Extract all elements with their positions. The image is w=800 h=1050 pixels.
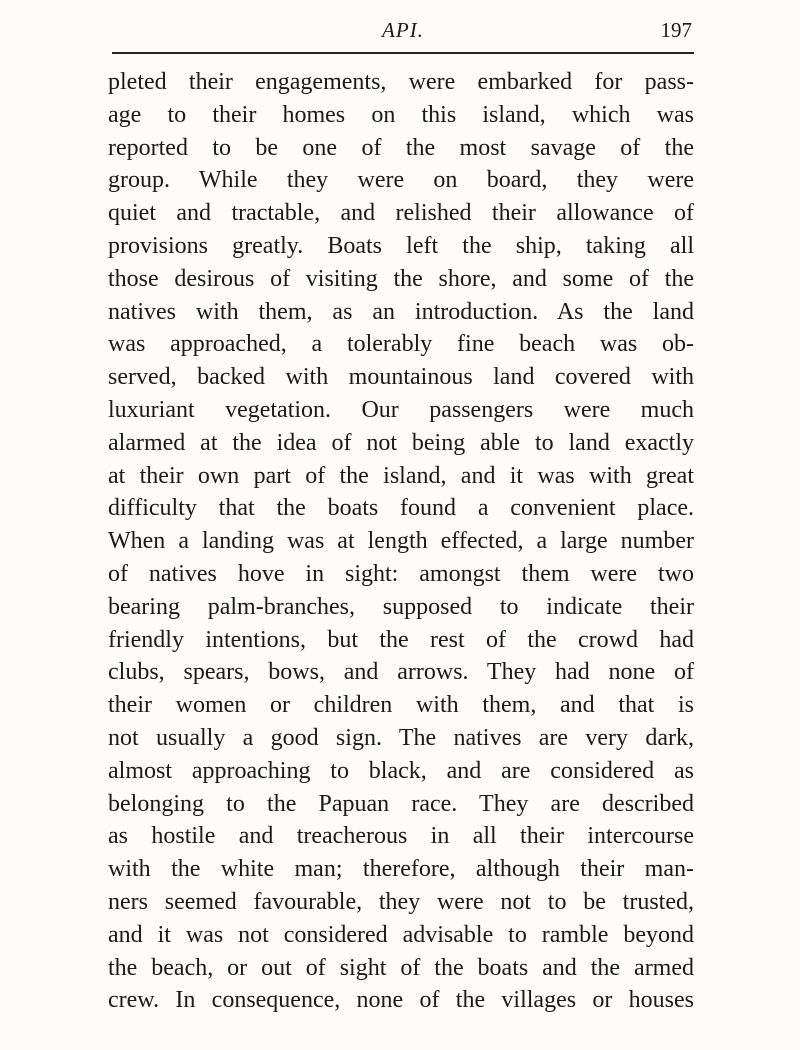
text-line: the beach, or out of sight of the boats and the armed (108, 954, 694, 981)
text-line: those desirous of visiting the shore, and some of the (108, 265, 694, 292)
text-line: difficulty that the boats found a convenient place. (108, 495, 694, 522)
text-line: crew. In consequence, none of the villages or houses (108, 987, 694, 1014)
text-line: quiet and tractable, and relished their allowance of (108, 200, 694, 227)
text-line: age to their homes on this island, which was (108, 101, 694, 128)
text-line: bearing palm-branches, supposed to indicate their (108, 593, 694, 620)
text-line: belonging to the Papuan race. They are described (108, 790, 694, 817)
text-line: at their own part of the island, and it was with great (108, 462, 694, 489)
text-line: provisions greatly. Boats left the ship, taking all (108, 232, 694, 259)
text-line: and it was not considered advisable to ramble beyond (108, 921, 694, 948)
text-line: clubs, spears, bows, and arrows. They had none of (108, 659, 694, 686)
text-line: ners seemed favourable, they were not to be trusted, (108, 888, 694, 915)
text-line: reported to be one of the most savage of the (108, 134, 694, 161)
text-line: not usually a good sign. The natives are very dark, (108, 724, 694, 751)
text-line: as hostile and treacherous in all their intercourse (108, 823, 694, 850)
running-head: API. (382, 18, 424, 42)
text-line: When a landing was at length effected, a large number (108, 528, 694, 555)
text-line: their women or children with them, and that is (108, 692, 694, 719)
body-text (108, 66, 694, 1017)
text-line: was approached, a tolerably fine beach was ob- (108, 331, 694, 358)
text-line: group. While they were on board, they were (108, 167, 694, 194)
text-line: friendly intentions, but the rest of the crowd had (108, 626, 694, 653)
header-rule (112, 52, 694, 54)
text-line: pleted their engagements, were embarked for pass- (108, 69, 694, 95)
page-header (112, 18, 694, 48)
text-line: alarmed at the idea of not being able to land exactly (108, 429, 694, 456)
page-number: 197 (660, 18, 692, 42)
text-line: of natives hove in sight: amongst them were two (108, 560, 694, 587)
text-line: natives with them, as an introduction. As the land (108, 298, 694, 325)
text-line: served, backed with mountainous land covered with (108, 364, 694, 391)
text-line: almost approaching to black, and are considered as (108, 757, 694, 784)
text-line: with the white man; therefore, although their man- (108, 856, 694, 883)
text-line: luxuriant vegetation. Our passengers were much (108, 396, 694, 423)
